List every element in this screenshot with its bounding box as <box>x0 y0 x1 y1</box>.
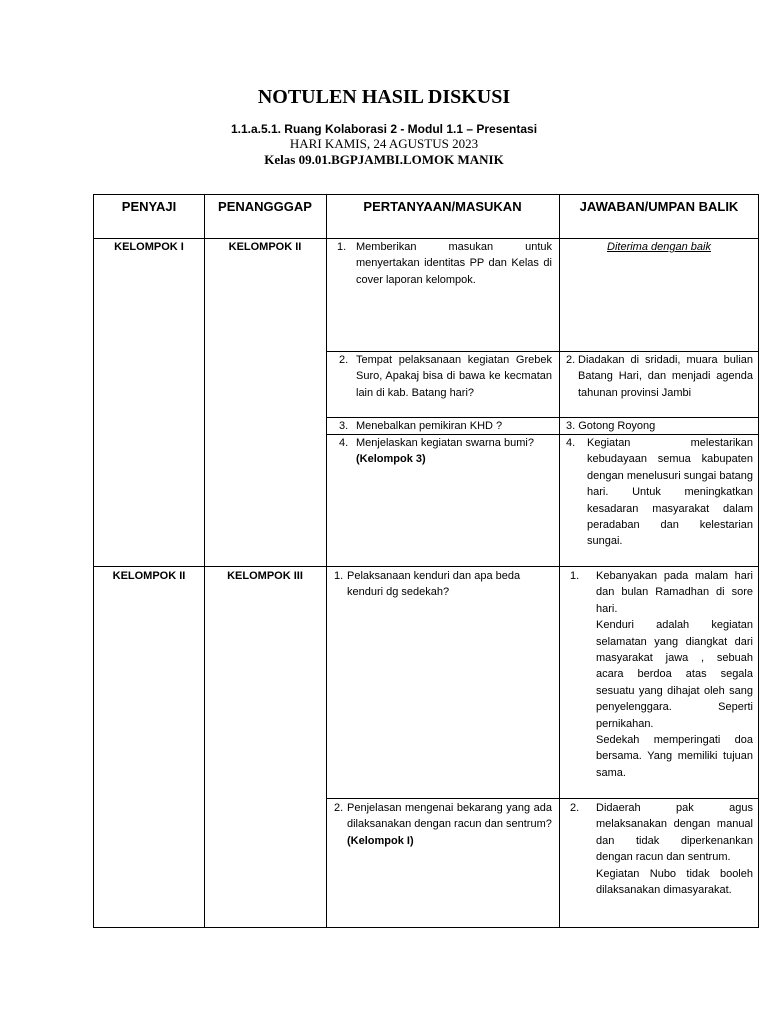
question-text: Memberikan masukan untuk menyertakan identitas PP dan Kelas di cover laporan kelompok. <box>356 241 552 286</box>
answer-paragraph: Kenduri adalah kegiatan selamatan yang diangkat dari masyarakat jawa , sebuah acara berdoa atas segala sesuatu yang dihajat oleh sang penyelenggara. Seperti pernikahan. <box>596 619 753 730</box>
answer-number: 4. <box>566 437 576 449</box>
document-title: NOTULEN HASIL DISKUSI <box>257 86 511 108</box>
question-text: Pelaksanaan kenduri dan apa beda kenduri dg sedekah? <box>347 570 521 599</box>
presenter-cell: KELOMPOK I <box>114 241 184 253</box>
answer-text: 3. Gotong Royong <box>566 420 656 432</box>
header-penyaji: PENYAJI <box>121 199 177 214</box>
question-block <box>347 800 552 849</box>
question-block <box>356 435 552 468</box>
row-divider <box>94 566 758 567</box>
question-number: 4. <box>339 437 349 449</box>
responder-cell: KELOMPOK III <box>227 570 303 582</box>
answer-paragraph: Sedekah memperingati doa bersama. Yang memiliki tujuan sama. <box>596 734 753 779</box>
answer-text: Diterima dengan baik <box>607 241 711 253</box>
answer-number: 2. <box>566 354 576 366</box>
answer-block <box>596 800 753 898</box>
answer-text: Kegiatan melestarikan kebudayaan semua kabupaten dengan menelusuri sungai batang hari. Untuk meningkatkan kesadaran masyarakat dalam peradaban dan kelestarian sungai. <box>587 437 753 548</box>
module-subtitle: 1.1.a.5.1. Ruang Kolaborasi 2 - Modul 1.1 – Presentasi <box>230 122 538 136</box>
answer-text: Diadakan di sridadi, muara bulian Batang Hari, dan menjadi agenda tahunan provinsi Jambi <box>578 354 753 399</box>
answer-block <box>596 568 753 781</box>
question-note: (Kelompok 3) <box>356 453 426 466</box>
answer-paragraph: Didaerah pak agus melaksanakan dengan manual dan tidak diperkenankan dengan racun dan sentrum. <box>596 802 753 864</box>
question-number: 3. <box>339 420 349 432</box>
discussion-table <box>93 194 759 928</box>
question-text: Tempat pelaksanaan kegiatan Grebek Suro, Apakaj bisa di bawa ke kecmatan lain di kab. Batang hari? <box>356 354 552 399</box>
presenter-cell: KELOMPOK II <box>112 570 186 582</box>
column-divider <box>559 195 560 927</box>
question-number: 1. <box>334 570 344 582</box>
header-penanggap: PENANGGGAP <box>218 199 312 214</box>
column-divider <box>204 195 205 927</box>
question-number: 1. <box>337 241 347 253</box>
header-jawaban: JAWABAN/UMPAN BALIK <box>579 199 739 214</box>
question-note: (Kelompok I) <box>347 834 414 847</box>
class-subtitle: Kelas 09.01.BGPJAMBI.LOMOK MANIK <box>264 152 504 167</box>
question-text: Menebalkan pemikiran KHD ? <box>356 420 503 432</box>
row-divider <box>326 798 758 799</box>
question-number: 2. <box>339 354 349 366</box>
date-subtitle: HARI KAMIS, 24 AGUSTUS 2023 <box>289 136 479 151</box>
answer-number: 2. <box>570 802 580 814</box>
answer-paragraph: Kegiatan Nubo tidak booleh dilaksanakan dimasyarakat. <box>596 867 753 897</box>
question-text: Menjelaskan kegiatan swarna bumi? <box>356 437 534 449</box>
column-divider <box>326 195 327 927</box>
answer-number: 1. <box>570 570 580 582</box>
question-text: Penjelasan mengenai bekarang yang ada dilaksanakan dengan racun dan sentrum? <box>347 802 552 831</box>
answer-paragraph: Kebanyakan pada malam hari dan bulan Ramadhan di sore hari. <box>596 570 753 615</box>
question-number: 2. <box>334 802 344 814</box>
responder-cell: KELOMPOK II <box>228 241 302 253</box>
header-pertanyaan: PERTANYAAN/MASUKAN <box>363 199 522 214</box>
